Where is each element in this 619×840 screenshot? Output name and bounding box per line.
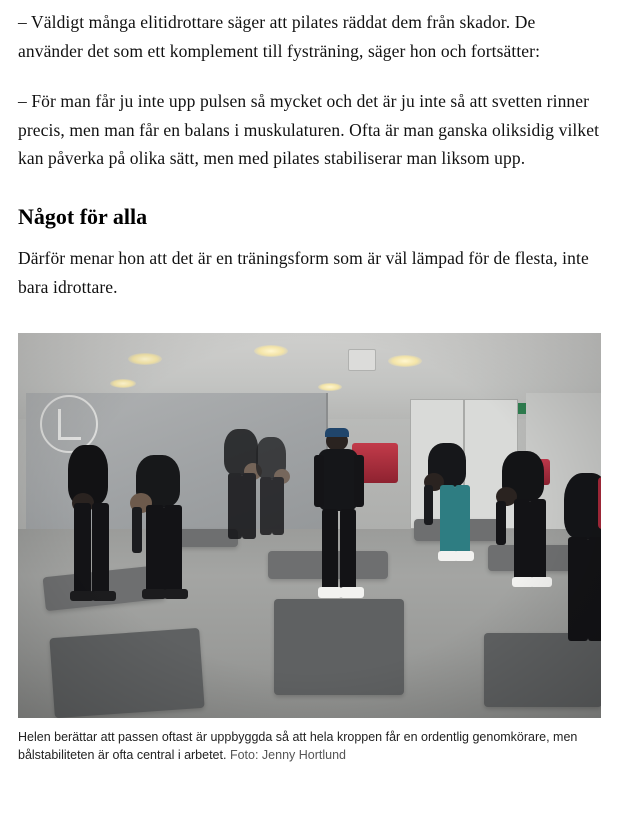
participant <box>58 445 128 605</box>
participant <box>416 443 486 573</box>
participant <box>558 473 601 673</box>
figure-caption <box>18 718 601 764</box>
caption-text: Helen berättar att passen oftast är uppbyggda så att hela kroppen får en ordentlig genomkörare, men bålstabiliteten är ofta central i arbetet. <box>18 730 578 763</box>
article-figure <box>18 333 601 764</box>
paragraph-after-subheading: Därför menar hon att det är en träningsform som är väl lämpad för de flesta, inte bara idrottare. <box>18 248 589 297</box>
cap-icon <box>325 428 349 437</box>
participant <box>122 455 202 607</box>
pilates-class-photo <box>18 333 601 718</box>
photo-credit: Foto: Jenny Hortlund <box>229 748 346 763</box>
red-sleeve <box>598 477 601 529</box>
paragraph-quote-2: – För man får ju inte upp pulsen så mycket och det är ju inte så att svetten rinner precis, men man får en balans i muskulaturen. Ofta är man ganska oliksidig vilket kan påverka på olika sätt, men med pilates stabiliserar man liksom upp. <box>18 91 600 169</box>
participant <box>486 451 560 601</box>
participant-reflection <box>248 437 302 547</box>
section-subheading: Något för alla <box>18 203 148 229</box>
exercise-mat <box>274 599 404 695</box>
participant <box>304 431 374 611</box>
ceiling-speaker-icon <box>348 349 376 371</box>
paragraph-quote-1: – Väldigt många elitidrottare säger att pilates räddat dem från skador. De använder det som ett komplement till fysträning, säger hon och fortsätter: <box>18 12 541 61</box>
exercise-mat <box>49 628 204 718</box>
